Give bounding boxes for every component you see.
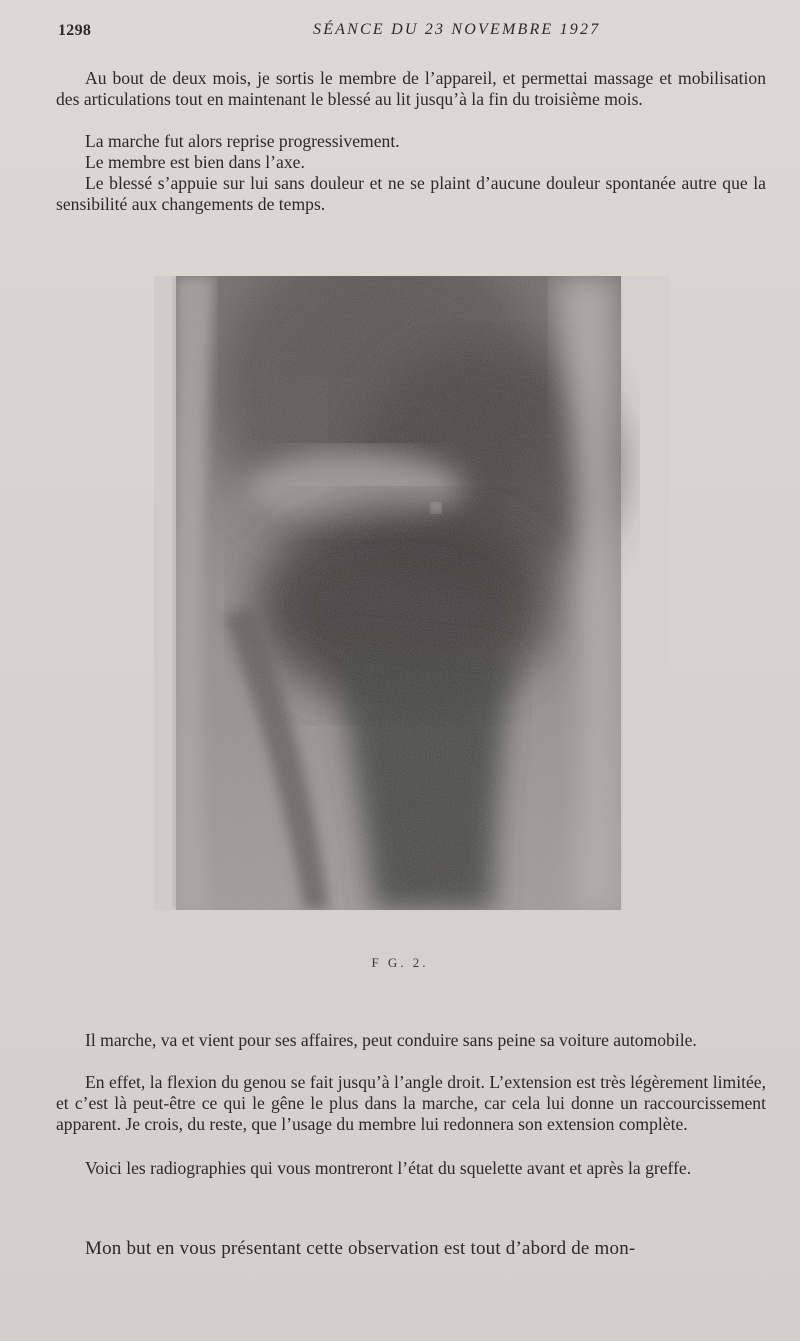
paragraph-2: La marche fut alors reprise progressivement. xyxy=(85,131,400,151)
closing-line: Mon but en vous présentant cette observation est tout d’abord de mon- xyxy=(85,1238,636,1259)
figure-caption: F G. 2. xyxy=(371,955,429,970)
knee-radiograph-image xyxy=(154,276,670,910)
paragraph-4: Le blessé s’appuie sur lui sans douleur et ne se plaint d’aucune douleur spontanée autre que la sensibilité aux changements de temps. xyxy=(56,173,766,214)
paragraph-6: En effet, la flexion du genou se fait jusqu’à l’angle droit. L’extension est très légèrement limitée, et c’est là peut-être ce qui le gêne le plus dans la marche, car cela lui donne un raccourcissement apparent. Je crois, du reste, que l’usage du membre lui redonnera son extension complète. xyxy=(56,1072,766,1134)
page-number: 1298 xyxy=(58,22,92,39)
paragraph-7: Voici les radiographies qui vous montreront l’état du squelette avant et après la greffe. xyxy=(85,1158,692,1178)
paragraph-5: Il marche, va et vient pour ses affaires, peut conduire sans peine sa voiture automobile. xyxy=(85,1030,697,1050)
running-title: SÉANCE DU 23 NOVEMBRE 1927 xyxy=(313,21,601,38)
paragraph-1: Au bout de deux mois, je sortis le membre de l’appareil, et permettai massage et mobilisation des articulations tout en maintenant le blessé au lit jusqu’à la fin du troisième mois. xyxy=(56,68,766,109)
paragraph-3: Le membre est bien dans l’axe. xyxy=(85,152,305,172)
page-header xyxy=(58,20,760,44)
